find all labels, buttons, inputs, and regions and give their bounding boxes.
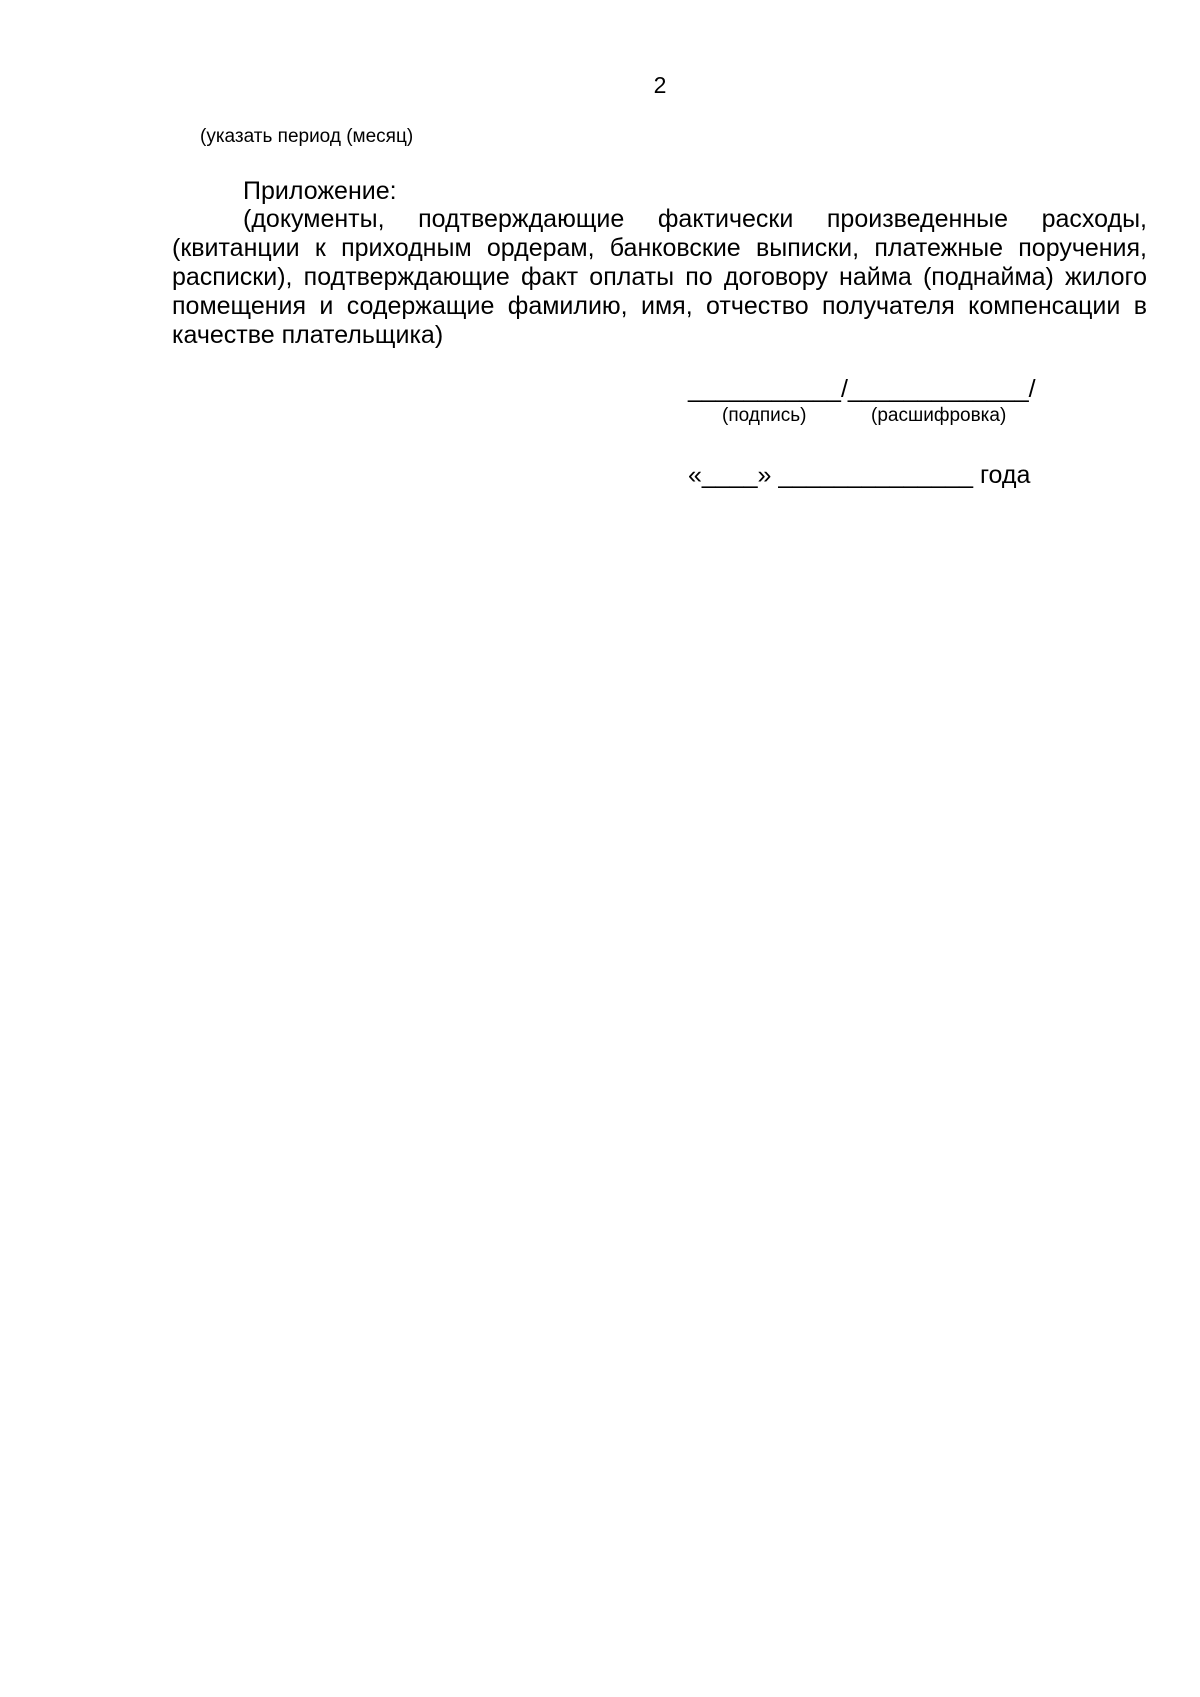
signature-lines: ___________/_____________/: [688, 375, 1036, 403]
signature-caption: (подпись): [722, 405, 807, 426]
date-line: «____» ______________ года: [688, 461, 1031, 489]
appendix-body: (документы, подтверждающие фактически произведенные расходы, (квитанции к приходным ордерам, банковские выписки, платежные поручения, расписки), подтверждающие факт оплаты по договору найма (поднайма) жилого помещения и содержащие фамилию, имя, отчество получателя компенсации в качестве плательщика): [172, 205, 1147, 349]
appendix-heading: Приложение:: [243, 177, 397, 205]
transcript-caption: (расшифровка): [871, 405, 1007, 426]
page-number: 2: [653, 72, 667, 98]
period-note: (указать период (месяц): [200, 126, 414, 147]
